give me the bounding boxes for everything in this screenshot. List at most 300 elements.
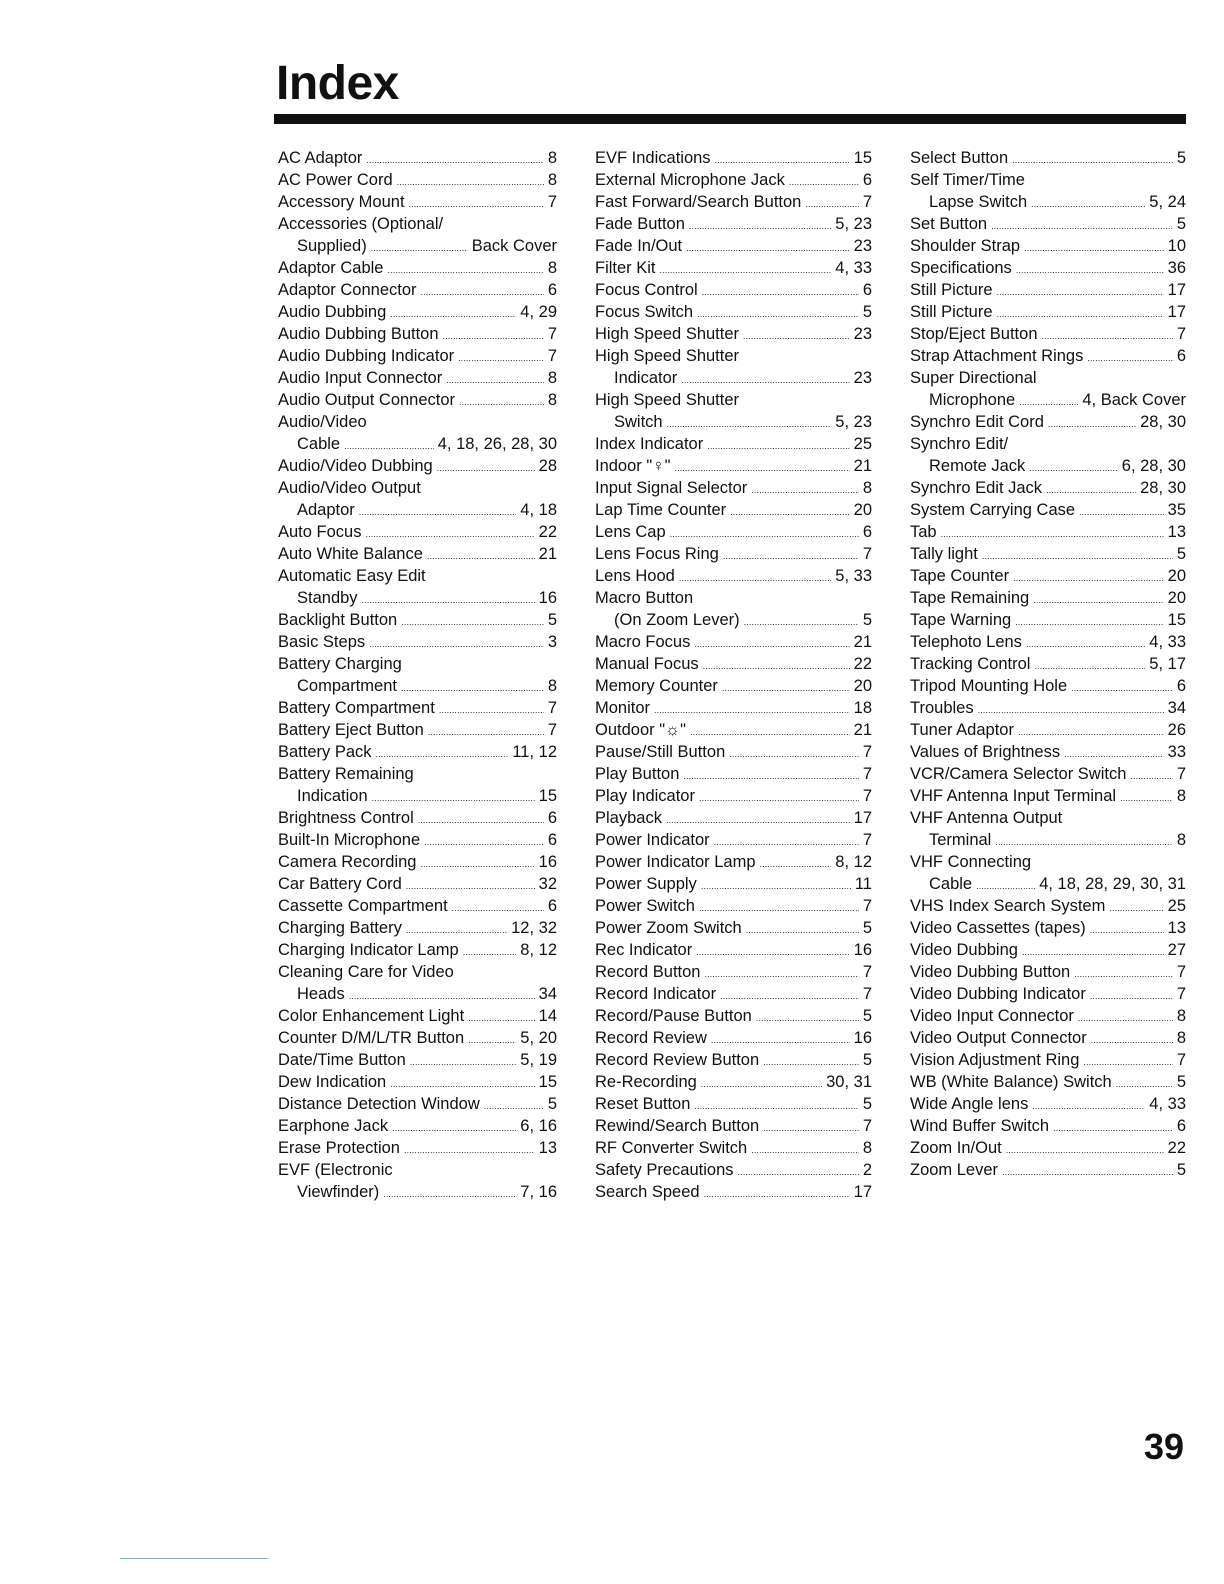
dot-leader xyxy=(941,521,1164,543)
index-entry xyxy=(595,345,872,367)
dot-leader xyxy=(463,939,517,961)
index-entry xyxy=(278,543,557,565)
dot-leader xyxy=(428,719,544,741)
index-entry-page: 36 xyxy=(1167,259,1186,277)
dot-leader xyxy=(1130,763,1172,785)
index-entry xyxy=(910,983,1186,1005)
dot-leader xyxy=(1033,587,1163,609)
index-entry-label: Monitor xyxy=(595,699,651,717)
index-entry-page: 6 xyxy=(1176,677,1186,695)
page-number: 39 xyxy=(1144,1426,1185,1467)
dot-leader xyxy=(409,191,544,213)
dot-leader xyxy=(660,257,832,279)
index-entry xyxy=(278,829,557,851)
dot-leader xyxy=(452,895,544,917)
index-entry xyxy=(910,543,1186,565)
index-entry-page: 20 xyxy=(1167,567,1186,585)
index-entry-label: Audio Dubbing Button xyxy=(278,325,439,343)
index-entry-page: 13 xyxy=(538,1139,557,1157)
dot-leader xyxy=(683,763,858,785)
index-entry xyxy=(278,455,557,477)
index-entry-page: 5 xyxy=(547,1095,557,1113)
dot-leader xyxy=(701,1071,822,1093)
index-entry xyxy=(595,1005,872,1027)
index-entry-label: Video Input Connector xyxy=(910,1007,1074,1025)
index-entry-page: 6 xyxy=(547,831,557,849)
dot-leader xyxy=(1090,983,1173,1005)
index-entry-page: Back Cover xyxy=(471,237,557,255)
index-entry xyxy=(910,653,1186,675)
index-entry-page: 8, 12 xyxy=(520,941,557,959)
index-entry-page: 7 xyxy=(1176,325,1186,343)
dot-leader xyxy=(729,741,859,763)
dot-leader xyxy=(1091,1027,1173,1049)
dot-leader xyxy=(666,807,850,829)
index-entry-label: External Microphone Jack xyxy=(595,171,785,189)
index-entry-page: 5 xyxy=(547,611,557,629)
index-entry-label: Audio Dubbing Indicator xyxy=(278,347,455,365)
dot-leader xyxy=(976,873,1035,895)
index-entry xyxy=(595,191,872,213)
index-entry-page: 17 xyxy=(1167,281,1186,299)
index-entry xyxy=(595,235,872,257)
index-entry-label: Indication xyxy=(297,787,368,805)
dot-leader xyxy=(418,807,544,829)
index-entry xyxy=(278,939,557,961)
index-entry-page: 6 xyxy=(862,523,872,541)
dot-leader xyxy=(424,829,544,851)
dot-leader xyxy=(704,1181,850,1203)
index-entry-page: 5 xyxy=(1176,215,1186,233)
dot-leader xyxy=(699,895,859,917)
index-entry xyxy=(910,1159,1186,1181)
index-entry-page: 17 xyxy=(853,1183,872,1201)
index-entry-label: Tally light xyxy=(910,545,978,563)
index-entry-label: Lapse Switch xyxy=(929,193,1028,211)
dot-leader xyxy=(468,1005,534,1027)
index-entry-page: 34 xyxy=(1167,699,1186,717)
index-entry xyxy=(595,301,872,323)
dot-leader xyxy=(446,367,544,389)
index-entry-label: Playback xyxy=(595,809,662,827)
index-entry-page: 8 xyxy=(547,171,557,189)
index-entry xyxy=(910,961,1186,983)
index-entry xyxy=(910,1137,1186,1159)
index-entry-page: 3 xyxy=(547,633,557,651)
index-entry-label: Re-Recording xyxy=(595,1073,697,1091)
index-entry-label: Audio/Video xyxy=(278,413,367,431)
dot-leader xyxy=(1029,455,1117,477)
index-entry xyxy=(278,807,557,829)
index-entry-label: VHF Antenna Input Terminal xyxy=(910,787,1117,805)
index-entry-page: 7 xyxy=(547,721,557,739)
index-entry-page: 7 xyxy=(1176,963,1186,981)
dot-leader xyxy=(420,851,534,873)
index-entry xyxy=(595,1093,872,1115)
index-entry-page: 7 xyxy=(862,545,872,563)
index-entry-page: 6 xyxy=(547,809,557,827)
index-entry xyxy=(278,1027,557,1049)
dot-leader xyxy=(366,147,543,169)
index-entry xyxy=(595,851,872,873)
index-entry xyxy=(910,587,1186,609)
index-entry xyxy=(595,917,872,939)
dot-leader xyxy=(443,323,544,345)
index-entry-label: VHS Index Search System xyxy=(910,897,1106,915)
dot-leader xyxy=(703,653,850,675)
index-entry-page: 15 xyxy=(853,149,872,167)
index-entry xyxy=(278,521,557,543)
index-entry xyxy=(278,411,557,433)
index-entry-label: Fade In/Out xyxy=(595,237,683,255)
dot-leader xyxy=(704,961,858,983)
index-entry xyxy=(595,785,872,807)
index-entry-label: Shoulder Strap xyxy=(910,237,1021,255)
index-entry xyxy=(910,807,1186,829)
index-entry-page: 22 xyxy=(853,655,872,673)
index-entry xyxy=(910,257,1186,279)
index-entry-label: Battery Eject Button xyxy=(278,721,424,739)
index-entry xyxy=(595,1071,872,1093)
dot-leader xyxy=(410,1049,517,1071)
dot-leader xyxy=(694,631,849,653)
index-entry xyxy=(595,719,872,741)
dot-leader xyxy=(1026,631,1145,653)
index-entry-label: Microphone xyxy=(929,391,1016,409)
index-entry xyxy=(278,895,557,917)
dot-leader xyxy=(670,521,859,543)
index-entry xyxy=(278,917,557,939)
index-entry-page: 13 xyxy=(1167,523,1186,541)
index-entry-label: Outdoor "☼" xyxy=(595,721,687,739)
index-entry xyxy=(595,961,872,983)
index-entry-page: 21 xyxy=(853,457,872,475)
index-entry-label: Accessory Mount xyxy=(278,193,405,211)
index-entry-label: Car Battery Cord xyxy=(278,875,402,893)
dot-leader xyxy=(679,565,831,587)
index-entry-label: Counter D/M/L/TR Button xyxy=(278,1029,465,1047)
index-entry-label: Tuner Adaptor xyxy=(910,721,1014,739)
index-entry-page: 16 xyxy=(538,589,557,607)
dot-leader xyxy=(722,675,850,697)
index-entry xyxy=(595,455,872,477)
index-entry xyxy=(910,521,1186,543)
dot-leader xyxy=(978,697,1164,719)
index-entry-page: 20 xyxy=(853,677,872,695)
index-entry-page: 8 xyxy=(1176,831,1186,849)
index-entry-label: Tape Warning xyxy=(910,611,1012,629)
index-entry-label: Auto White Balance xyxy=(278,545,423,563)
index-entry xyxy=(910,829,1186,851)
index-entry xyxy=(595,169,872,191)
index-entry xyxy=(910,455,1186,477)
index-entry-page: 4, Back Cover xyxy=(1082,391,1186,409)
index-entry-page: 5 xyxy=(862,611,872,629)
index-entry-label: Battery Remaining xyxy=(278,765,414,783)
index-entry-label: VHF Connecting xyxy=(910,853,1032,871)
dot-leader xyxy=(1018,719,1164,741)
dot-leader xyxy=(789,169,859,191)
index-entry-label: Battery Compartment xyxy=(278,699,435,717)
dot-leader xyxy=(349,983,535,1005)
dot-leader xyxy=(383,1181,516,1203)
index-entry-page: 5, 20 xyxy=(520,1029,557,1047)
index-entry xyxy=(595,741,872,763)
index-entry-label: Play Button xyxy=(595,765,680,783)
index-entry xyxy=(278,279,557,301)
index-entry-page: 8 xyxy=(547,677,557,695)
index-entry-label: Viewfinder) xyxy=(297,1183,380,1201)
index-entry-page: 34 xyxy=(538,985,557,1003)
index-entry-label: Stop/Eject Button xyxy=(910,325,1038,343)
index-entry xyxy=(595,433,872,455)
index-entry-page: 28, 30 xyxy=(1140,479,1186,497)
index-entry-label: Focus Switch xyxy=(595,303,694,321)
index-entry-page: 20 xyxy=(1167,589,1186,607)
index-column-1 xyxy=(278,147,557,1203)
dot-leader xyxy=(751,1137,859,1159)
dot-leader xyxy=(1006,1137,1164,1159)
dot-leader xyxy=(359,499,517,521)
index-entry xyxy=(910,1049,1186,1071)
dot-leader xyxy=(1002,1159,1173,1181)
index-entry xyxy=(595,1027,872,1049)
index-entry xyxy=(595,367,872,389)
index-entry-page: 6, 16 xyxy=(520,1117,557,1135)
dot-leader xyxy=(1078,1005,1173,1027)
index-entry-label: Audio Dubbing xyxy=(278,303,387,321)
dot-leader xyxy=(699,785,859,807)
dot-leader xyxy=(707,433,849,455)
index-entry-page: 5, 23 xyxy=(835,413,872,431)
index-entry-label: Adaptor Cable xyxy=(278,259,384,277)
index-entry xyxy=(595,257,872,279)
dot-leader xyxy=(397,169,544,191)
index-entry xyxy=(278,213,557,235)
index-entry xyxy=(595,653,872,675)
index-entry-page: 8 xyxy=(1176,1007,1186,1025)
dot-leader xyxy=(362,587,535,609)
dot-leader xyxy=(723,543,859,565)
page-title: Index xyxy=(276,57,399,110)
index-entry-label: Synchro Edit Cord xyxy=(910,413,1044,431)
index-entry-label: Record Review Button xyxy=(595,1051,760,1069)
index-entry-label: Manual Focus xyxy=(595,655,699,673)
dot-leader xyxy=(760,851,832,873)
dot-leader xyxy=(701,873,851,895)
index-entry-label: Tape Counter xyxy=(910,567,1010,585)
dot-leader xyxy=(1013,565,1164,587)
dot-leader xyxy=(756,1005,859,1027)
dot-leader xyxy=(1071,675,1173,697)
index-entry-label: Search Speed xyxy=(595,1183,700,1201)
index-entry xyxy=(278,741,557,763)
dot-leader xyxy=(390,1071,534,1093)
index-entry-label: Focus Control xyxy=(595,281,698,299)
index-entry xyxy=(910,433,1186,455)
index-entry-page: 6, 28, 30 xyxy=(1121,457,1186,475)
index-entry xyxy=(910,565,1186,587)
dot-leader xyxy=(711,1027,850,1049)
dot-leader xyxy=(406,917,507,939)
index-entry-page: 22 xyxy=(1167,1139,1186,1157)
index-entry-label: Distance Detection Window xyxy=(278,1095,480,1113)
dot-leader xyxy=(1083,1049,1172,1071)
index-entry-label: AC Power Cord xyxy=(278,171,393,189)
index-entry-page: 5 xyxy=(862,1095,872,1113)
index-entry xyxy=(910,147,1186,169)
dot-leader xyxy=(484,1093,544,1115)
index-entry xyxy=(595,1115,872,1137)
index-entry-label: Switch xyxy=(614,413,663,431)
index-entry-label: Video Output Connector xyxy=(910,1029,1087,1047)
dot-leader xyxy=(743,323,850,345)
index-entry-page: 6 xyxy=(1176,347,1186,365)
index-entry xyxy=(910,1027,1186,1049)
index-entry-page: 5 xyxy=(862,1051,872,1069)
index-entry-label: Strap Attachment Rings xyxy=(910,347,1084,365)
index-entry xyxy=(910,389,1186,411)
index-entry-label: Pause/Still Button xyxy=(595,743,726,761)
index-entry-label: Memory Counter xyxy=(595,677,718,695)
dot-leader xyxy=(401,609,544,631)
dot-leader xyxy=(674,455,849,477)
index-entry-page: 21 xyxy=(853,633,872,651)
index-entry-label: Power Supply xyxy=(595,875,697,893)
index-entry-page: 5, 24 xyxy=(1149,193,1186,211)
dot-leader xyxy=(371,235,468,257)
index-entry xyxy=(278,169,557,191)
index-entry-label: WB (White Balance) Switch xyxy=(910,1073,1112,1091)
index-entry xyxy=(278,1071,557,1093)
index-entry-label: Supplied) xyxy=(297,237,367,255)
index-entry-label: Record Button xyxy=(595,963,701,981)
dot-leader xyxy=(744,609,859,631)
index-entry xyxy=(278,1159,557,1181)
index-entry-label: Select Button xyxy=(910,149,1009,167)
index-entry-label: VCR/Camera Selector Switch xyxy=(910,765,1127,783)
dot-leader xyxy=(763,1115,859,1137)
index-entry xyxy=(595,675,872,697)
index-entry-label: Filter Kit xyxy=(595,259,656,277)
index-entry-label: Video Dubbing xyxy=(910,941,1018,959)
index-entry-label: Brightness Control xyxy=(278,809,414,827)
index-entry xyxy=(595,1049,872,1071)
index-entry-label: (On Zoom Lever) xyxy=(614,611,740,629)
index-entry xyxy=(278,785,557,807)
index-entry-page: 15 xyxy=(538,787,557,805)
index-entry xyxy=(278,983,557,1005)
index-entry-page: 8 xyxy=(862,479,872,497)
dot-leader xyxy=(1109,895,1163,917)
index-entry xyxy=(278,257,557,279)
index-entry-page: 32 xyxy=(538,875,557,893)
index-entry xyxy=(595,411,872,433)
dot-leader xyxy=(696,939,849,961)
index-entry xyxy=(595,763,872,785)
index-entry xyxy=(278,565,557,587)
index-entry-label: Zoom In/Out xyxy=(910,1139,1002,1157)
index-entry-page: 15 xyxy=(1167,611,1186,629)
dot-leader xyxy=(805,191,858,213)
dot-leader xyxy=(997,279,1164,301)
index-entry-page: 28, 30 xyxy=(1140,413,1186,431)
index-entry xyxy=(595,609,872,631)
index-entry-page: 6 xyxy=(547,897,557,915)
index-entry-label: Power Switch xyxy=(595,897,695,915)
index-entry-label: Automatic Easy Edit xyxy=(278,567,426,585)
dot-leader xyxy=(1034,653,1145,675)
index-entry xyxy=(910,235,1186,257)
index-entry-page: 7 xyxy=(547,347,557,365)
index-entry-label: Heads xyxy=(297,985,345,1003)
dot-leader xyxy=(702,279,859,301)
index-entry-page: 6 xyxy=(547,281,557,299)
index-entry-page: 22 xyxy=(538,523,557,541)
index-entry-label: Tape Remaining xyxy=(910,589,1030,607)
index-entry xyxy=(595,895,872,917)
index-entry-label: Basic Steps xyxy=(278,633,366,651)
dot-leader xyxy=(763,1049,859,1071)
index-entry-page: 35 xyxy=(1167,501,1186,519)
index-entry xyxy=(278,477,557,499)
index-entry-page: 11, 12 xyxy=(512,743,557,761)
index-entry-page: 6 xyxy=(862,281,872,299)
index-entry-label: Still Picture xyxy=(910,303,993,321)
index-entry-label: Wind Buffer Switch xyxy=(910,1117,1050,1135)
index-entry xyxy=(595,565,872,587)
index-entry-label: Power Zoom Switch xyxy=(595,919,742,937)
index-entry-page: 16 xyxy=(538,853,557,871)
index-entry-label: Specifications xyxy=(910,259,1012,277)
dot-leader xyxy=(372,785,535,807)
index-entry-page: 5 xyxy=(862,303,872,321)
index-entry xyxy=(910,191,1186,213)
index-entry xyxy=(910,1005,1186,1027)
index-entry-page: 7, 16 xyxy=(520,1183,557,1201)
index-entry-page: 7 xyxy=(547,193,557,211)
index-entry-label: Macro Button xyxy=(595,589,694,607)
index-entry xyxy=(910,169,1186,191)
dot-leader xyxy=(715,147,850,169)
index-entry xyxy=(595,829,872,851)
index-entry-label: EVF Indications xyxy=(595,149,711,167)
index-entry-label: Tripod Mounting Hole xyxy=(910,677,1068,695)
index-entry-page: 8 xyxy=(1176,787,1186,805)
index-entry-page: 14 xyxy=(538,1007,557,1025)
index-entry xyxy=(595,631,872,653)
index-entry-page: 16 xyxy=(853,941,872,959)
index-entry-page: 4, 18, 26, 28, 30 xyxy=(437,435,557,453)
index-entry-label: Reset Button xyxy=(595,1095,691,1113)
index-entry xyxy=(278,433,557,455)
index-entry-label: Play Indicator xyxy=(595,787,695,805)
index-entry xyxy=(278,851,557,873)
dot-leader xyxy=(427,543,535,565)
index-entry xyxy=(595,521,872,543)
dot-leader xyxy=(681,367,849,389)
index-entry-label: Still Picture xyxy=(910,281,993,299)
dot-leader xyxy=(667,411,832,433)
index-entry-page: 8 xyxy=(547,149,557,167)
index-entry xyxy=(278,587,557,609)
index-entry-label: Compartment xyxy=(297,677,397,695)
index-entry-page: 2 xyxy=(862,1161,872,1179)
index-entry-page: 7 xyxy=(1176,1051,1186,1069)
index-entry-page: 20 xyxy=(853,501,872,519)
index-entry xyxy=(278,697,557,719)
index-entry xyxy=(910,499,1186,521)
